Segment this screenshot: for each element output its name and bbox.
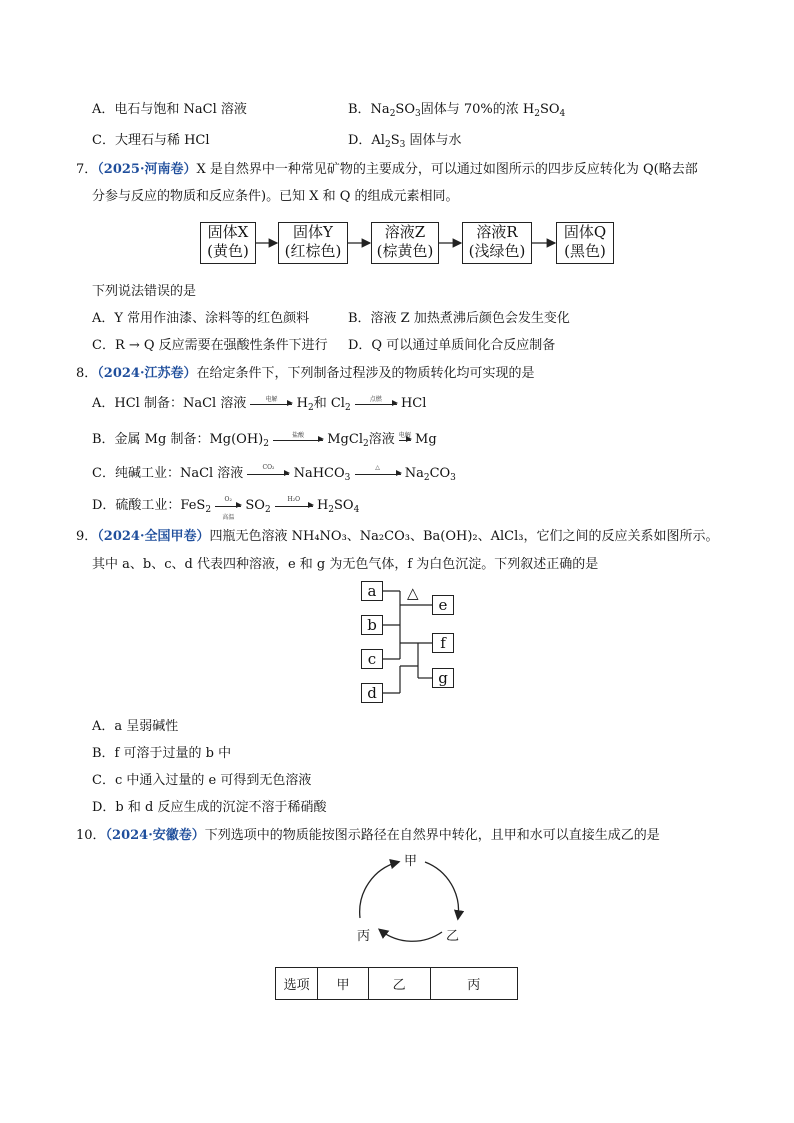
q9-stem-line2: 其中 a、b、c、d 代表四种溶液，e 和 g 为无色气体，f 为白色沉淀。下列叙述正确的是: [92, 557, 599, 572]
q6-option-b: B．$Na_2SO_3$固体与 70%的浓 $H_2SO_4$: [348, 102, 566, 119]
reaction-arrow: △: [355, 473, 401, 475]
table-header-cell: 乙: [368, 968, 430, 1000]
q9-option-d: D．b 和 d 反应生成的沉淀不溶于稀硝酸: [92, 800, 327, 815]
q7-stem-line2: 分参与反应的物质和反应条件)。已知 X 和 Q 的组成元素相同。: [92, 189, 459, 204]
reaction-arrow: O₂ 高温: [215, 505, 241, 507]
table-header-row: [276, 968, 518, 1000]
q7-option-a: A．Y 常用作油漆、涂料等的红色颜料: [92, 311, 310, 326]
node-c: c: [361, 649, 383, 669]
q9-option-a: A．a 呈弱碱性: [92, 719, 179, 734]
table-header-cell: 选项: [276, 968, 318, 1000]
reaction-arrow: 电解: [399, 439, 411, 441]
q8-option-c: C．纯碱工业：NaCl 溶液 CO₂ NaHCO$_3$ △ $Na_2CO_3$: [92, 463, 456, 483]
q6-option-d: D．$Al_2S_3$ 固体与水: [348, 133, 462, 150]
cycle-node-bing: 丙: [357, 929, 371, 944]
q6-option-a: A．电石与饱和 NaCl 溶液: [92, 102, 247, 117]
q6-option-c: C．大理石与稀 HCl: [92, 133, 210, 148]
q7-prompt: 下列说法错误的是: [92, 284, 197, 299]
node-f: f: [432, 633, 454, 653]
q7-stem-line1: 7．（2025·河南卷）X 是自然界中一种常见矿物的主要成分，可以通过如图所示的四步反应转化为 Q(略去部: [76, 162, 698, 177]
cycle-arrow-top-right: [425, 862, 459, 918]
cycle-arrow-bottom: [380, 930, 442, 941]
flow-box-z: 溶液Z (棕黄色): [371, 222, 439, 264]
table-header-cell: 甲: [318, 968, 368, 1000]
node-g: g: [432, 668, 454, 688]
reaction-arrow: 点燃: [355, 403, 397, 405]
q8-option-a: A．HCl 制备：NaCl 溶液 电解 $H_2$和 $Cl_2$ 点燃 HCl: [92, 395, 427, 413]
flow-box-x: 固体X (黄色): [200, 222, 256, 264]
node-b: b: [361, 615, 383, 635]
reaction-arrow: H₂O: [275, 505, 313, 507]
q9-stem-line1: 9．（2024·全国甲卷）四瓶无色溶液 NH₄NO₃、Na₂CO₃、Ba(OH)₂、AlCl₃，它们之间的反应关系如图所示。: [76, 529, 719, 544]
node-a: a: [361, 581, 383, 601]
q7-option-d: D．Q 可以通过单质间化合反应制备: [348, 338, 556, 353]
q7-option-c: C．R → Q 反应需要在强酸性条件下进行: [92, 338, 328, 353]
reaction-arrow: CO₂: [247, 473, 289, 475]
node-e: e: [432, 595, 454, 615]
cycle-node-yi: 乙: [446, 929, 460, 944]
flow-box-y: 固体Y (红棕色): [278, 222, 348, 264]
q7-option-b: B．溶液 Z 加热煮沸后颜色会发生变化: [348, 311, 570, 326]
cycle-node-jia: 甲: [404, 854, 418, 869]
heat-symbol: △: [407, 584, 419, 602]
flow-box-r: 溶液R (浅绿色): [462, 222, 532, 264]
q10-stem: 10．（2024·安徽卷）下列选项中的物质能按图示路径在自然界中转化，且甲和水可以直接生成乙的是: [76, 828, 660, 843]
node-d: d: [361, 683, 383, 703]
q8-option-d: D．硫酸工业：FeS$_2$ O₂ 高温 $SO_2$ H₂O $H_2SO_4$: [92, 495, 360, 521]
q9-option-c: C．c 中通入过量的 e 可得到无色溶液: [92, 773, 312, 788]
q8-option-b: B．金属 Mg 制备：$Mg(OH)_2$ 盐酸 MgCl$_2$溶液 电解 Mg: [92, 431, 437, 449]
q10-options-table: [275, 967, 518, 1000]
flow-box-q: 固体Q (黑色): [556, 222, 614, 264]
q8-stem: 8．（2024·江苏卷）在给定条件下，下列制备过程涉及的物质转化均可实现的是: [76, 366, 535, 381]
q9-option-b: B．f 可溶于过量的 b 中: [92, 746, 232, 761]
table-header-cell: 丙: [430, 968, 517, 1000]
reaction-arrow: 盐酸: [273, 439, 323, 441]
reaction-arrow: 电解: [250, 403, 292, 405]
cycle-arrow-left: [360, 862, 398, 918]
